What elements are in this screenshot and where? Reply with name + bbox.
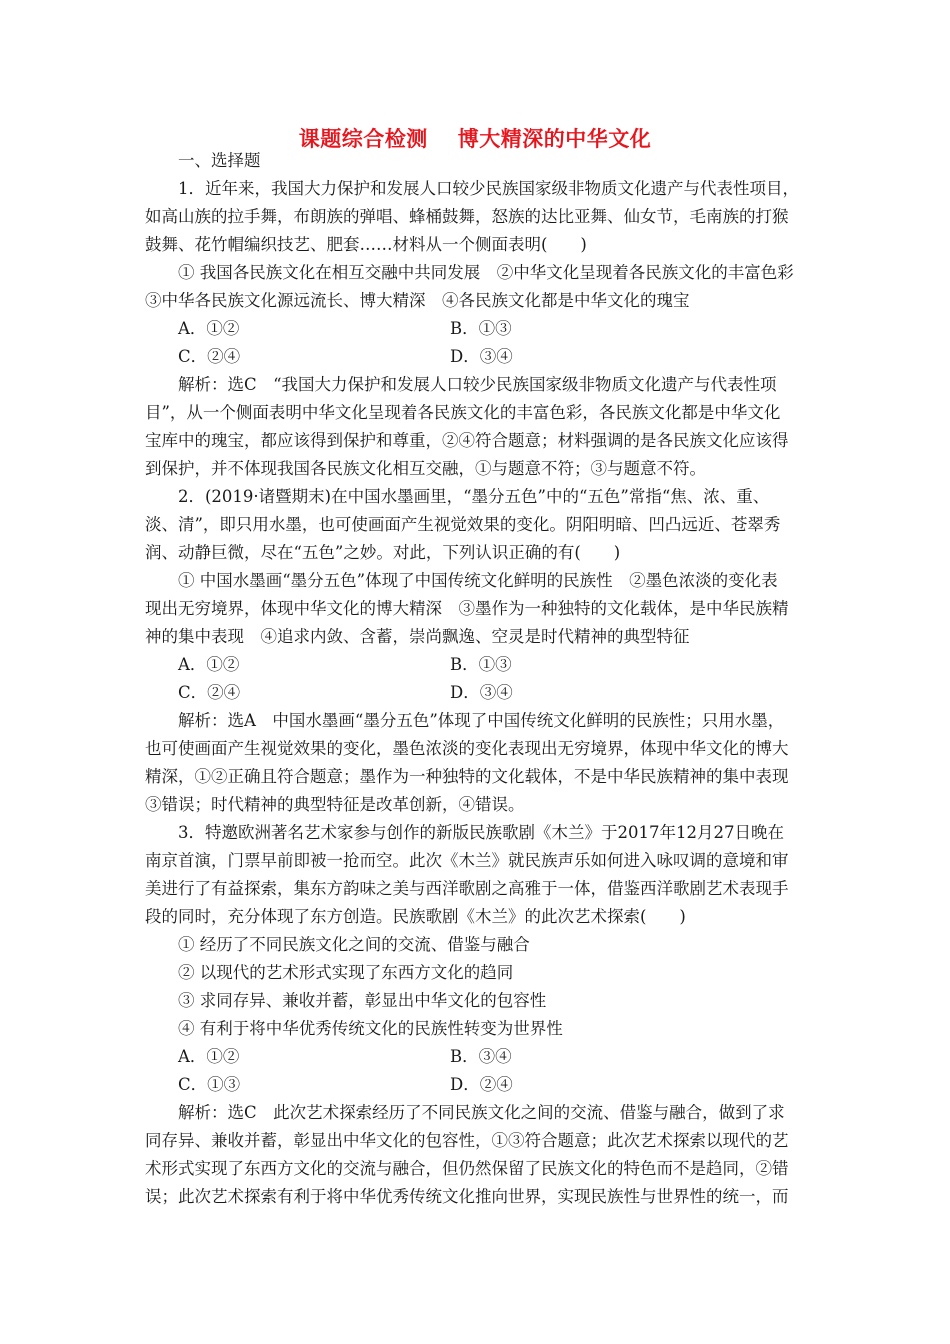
question-3-analysis-line: 误；此次艺术探索有利于将中华优秀传统文化推向世界，实现民族性与世界性的统一，而	[145, 1187, 789, 1206]
option-d: D．③④	[450, 347, 513, 366]
question-1-options-row	[145, 315, 809, 343]
option-d: D．③④	[450, 683, 513, 702]
question-2-options-row	[145, 651, 809, 679]
option-c: C．②④	[178, 683, 241, 702]
title-part-1: 课题综合检测	[298, 127, 428, 151]
question-2-analysis-line: 也可使画面产生视觉效果的变化，墨色浓淡的变化表现出无穷境界，体现中华文化的博大	[145, 739, 789, 758]
question-1-stem-line: 1．近年来，我国大力保护和发展人口较少民族国家级非物质文化遗产与代表性项目，	[178, 179, 799, 198]
question-3-analysis-line: 术形式实现了东西方文化的交流与融合，但仍然保留了民族文化的特色而不是趋同，②错	[145, 1159, 789, 1178]
option-b: B．③④	[450, 1047, 512, 1066]
document-body	[145, 147, 809, 1211]
question-1-analysis-line: 宝库中的瑰宝，都应该得到保护和尊重，②④符合题意；材料强调的是各民族文化应该得	[145, 431, 789, 450]
question-3-options-row	[145, 1071, 809, 1099]
question-1-analysis-line: 目”，从一个侧面表明中华文化呈现着各民族文化的丰富色彩，各民族文化都是中华文化	[145, 403, 781, 422]
option-b: B．①③	[450, 319, 512, 338]
question-1-item-line: ③中华各民族文化源远流长、博大精深 ④各民族文化都是中华文化的瑰宝	[145, 291, 690, 310]
question-3-stem-line: 段的同时，充分体现了东方创造。民族歌剧《木兰》的此次艺术探索( )	[145, 907, 686, 926]
question-2-item-line: 神的集中表现 ④追求内敛、含蓄，崇尚飘逸、空灵是时代精神的典型特征	[145, 627, 690, 646]
option-a: A．①②	[178, 319, 240, 338]
question-3-item-line: ③ 求同存异、兼收并蓄，彰显出中华文化的包容性	[178, 991, 547, 1010]
question-1-analysis-line: 到保护，并不体现我国各民族文化相互交融，①与题意不符；③与题意不符。	[145, 459, 706, 478]
question-3-stem-line: 3．特邀欧洲著名艺术家参与创作的新版民族歌剧《木兰》于2017年12月27日晚在	[178, 823, 784, 842]
option-b: B．①③	[450, 655, 512, 674]
question-2-analysis-line: ③错误；时代精神的典型特征是改革创新，④错误。	[145, 795, 525, 814]
option-d: D．②④	[450, 1075, 513, 1094]
question-2-options-row	[145, 679, 809, 707]
question-3-item-line: ② 以现代的艺术形式实现了东西方文化的趋同	[178, 963, 514, 982]
question-1-options-row	[145, 343, 809, 371]
question-3-item-line: ④ 有利于将中华优秀传统文化的民族性转变为世界性	[178, 1019, 563, 1038]
option-a: A．①②	[178, 1047, 240, 1066]
question-2-stem-line: 淡、清”，即只用水墨，也可使画面产生视觉效果的变化。阴阳明暗、凹凸远近、苍翠秀	[145, 515, 781, 534]
question-1-stem-line: 鼓舞、花竹帽编织技艺、肥套……材料从一个侧面表明( )	[145, 235, 587, 254]
question-2-item-line: ① 中国水墨画“墨分五色”体现了中国传统文化鲜明的民族性 ②墨色浓淡的变化表	[178, 571, 778, 590]
question-2-item-line: 现出无穷境界，体现中华文化的博大精深 ③墨作为一种独特的文化载体，是中华民族精	[145, 599, 789, 618]
question-3-options-row	[145, 1043, 809, 1071]
question-3-stem-line: 南京首演，门票早前即被一抢而空。此次《木兰》就民族声乐如何进入咏叹调的意境和审	[145, 851, 789, 870]
section-heading: 一、选择题	[178, 151, 261, 170]
question-2-stem-line: 2．(2019·诸暨期末)在中国水墨画里，“墨分五色”中的“五色”常指“焦、浓、重、	[178, 487, 770, 506]
question-2-stem-line: 润、动静巨微，尽在“五色”之妙。对此，下列认识正确的有( )	[145, 543, 621, 562]
question-2-analysis-line: 解析：选A 中国水墨画“墨分五色”体现了中国传统文化鲜明的民族性；只用水墨，	[178, 711, 785, 730]
question-3-analysis-line: 解析：选C 此次艺术探索经历了不同民族文化之间的交流、借鉴与融合，做到了求	[178, 1103, 785, 1122]
question-1-analysis-line: 解析：选C “我国大力保护和发展人口较少民族国家级非物质文化遗产与代表性项	[178, 375, 777, 394]
question-3-analysis-line: 同存异、兼收并蓄，彰显出中华文化的包容性，①③符合题意；此次艺术探索以现代的艺	[145, 1131, 789, 1150]
question-3-item-line: ① 经历了不同民族文化之间的交流、借鉴与融合	[178, 935, 530, 954]
question-3-stem-line: 美进行了有益探索，集东方韵味之美与西洋歌剧之高雅于一体，借鉴西洋歌剧艺术表现手	[145, 879, 789, 898]
question-1-item-line: ① 我国各民族文化在相互交融中共同发展 ②中华文化呈现着各民族文化的丰富色彩	[178, 263, 794, 282]
option-c: C．①③	[178, 1075, 241, 1094]
question-2-analysis-line: 精深，①②正确且符合题意；墨作为一种独特的文化载体，不是中华民族精神的集中表现	[145, 767, 789, 786]
question-1-stem-line: 如高山族的拉手舞，布朗族的弹唱、蜂桶鼓舞，怒族的达比亚舞、仙女节，毛南族的打猴	[145, 207, 789, 226]
option-a: A．①②	[178, 655, 240, 674]
title-part-2: 博大精深的中华文化	[457, 127, 652, 151]
option-c: C．②④	[178, 347, 241, 366]
